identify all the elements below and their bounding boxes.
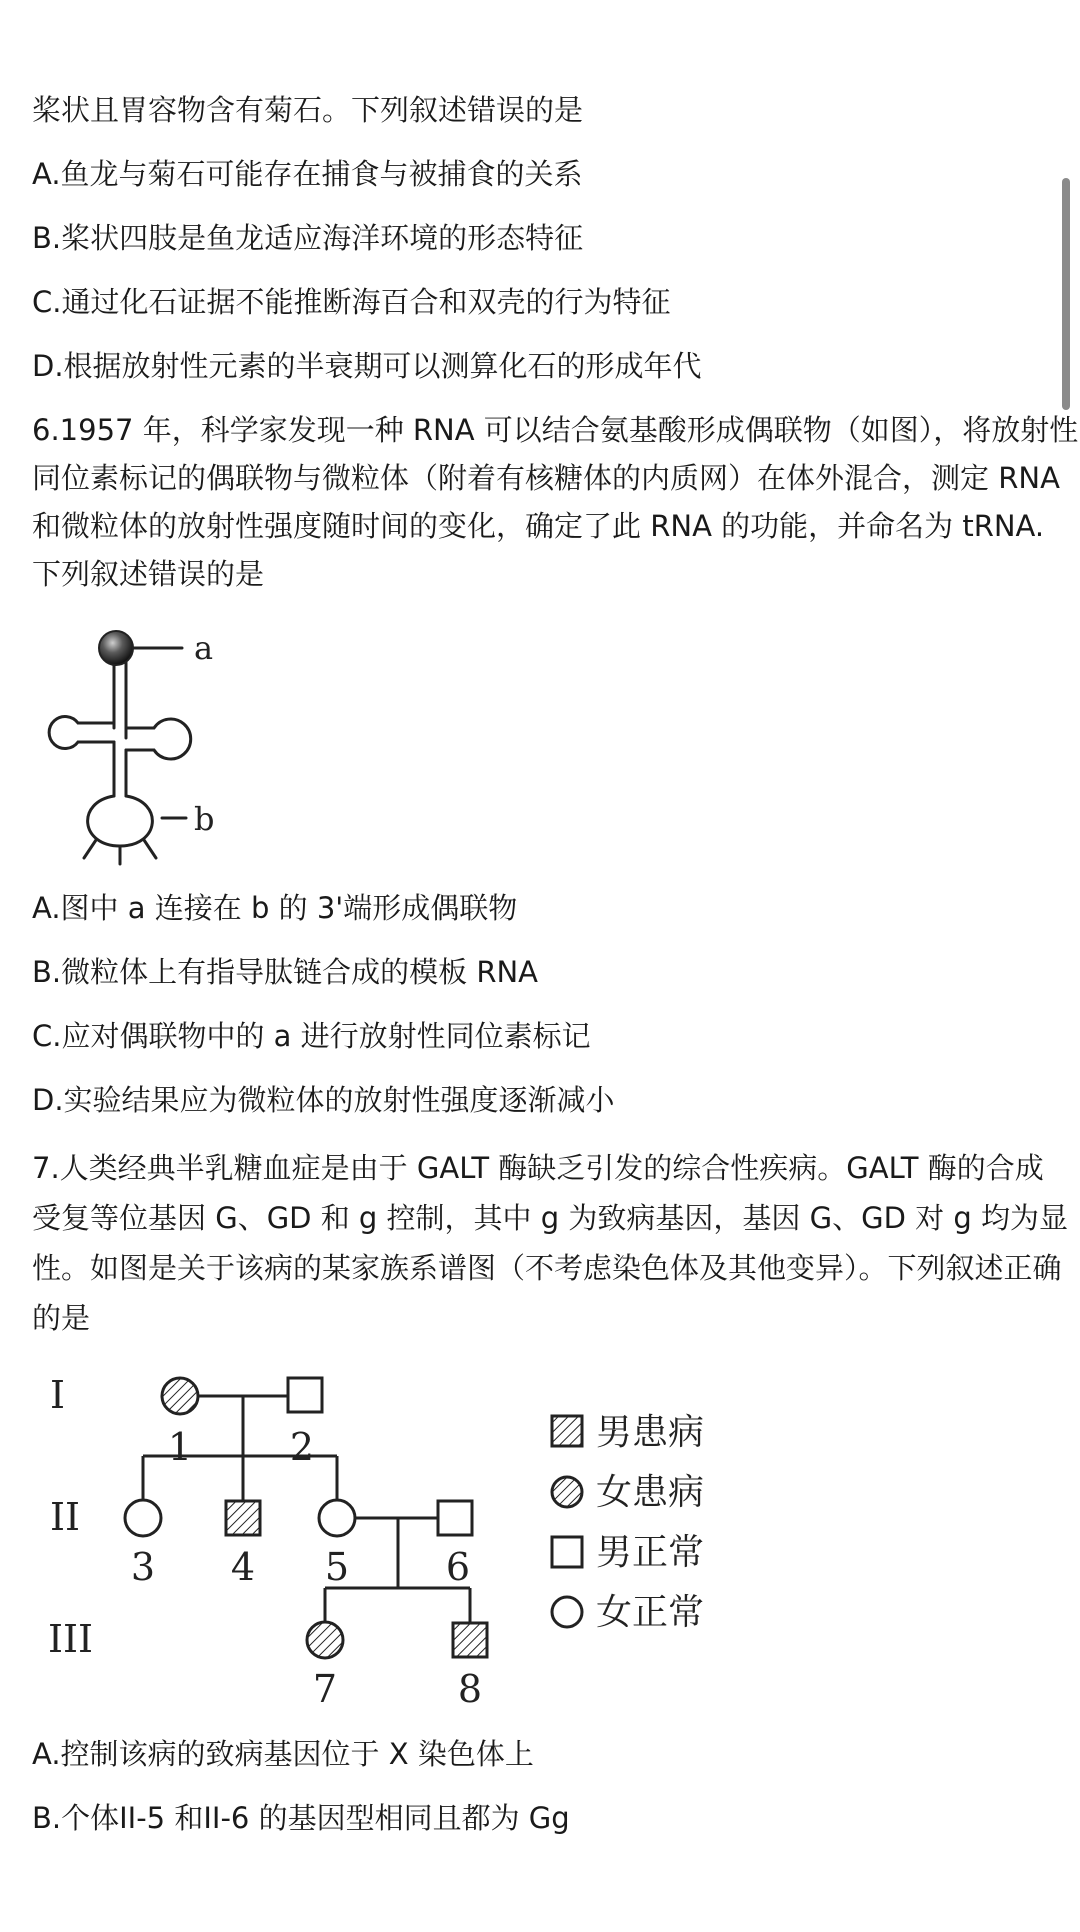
- legend-male-affected-label: 男患病: [596, 1412, 705, 1453]
- q7-stem-line-3: 性。如图是关于该病的某家族系谱图（不考虑染色体及其他变异）。下列叙述正确: [32, 1251, 1062, 1285]
- legend-male-affected-symbol: [552, 1416, 582, 1446]
- pedigree-individual-4: [226, 1501, 260, 1535]
- pedigree-individual-8: [453, 1623, 487, 1657]
- pedigree-figure: [40, 1360, 740, 1720]
- legend-male-normal-label: 男正常: [596, 1532, 705, 1573]
- pedigree-number-2: 2: [289, 1425, 315, 1469]
- q5-option-b: B.桨状四肢是鱼龙适应海洋环境的形态特征: [32, 221, 584, 255]
- q6-stem-line-1: 6.1957 年，科学家发现一种 RNA 可以结合氨基酸形成偶联物（如图），将放射性: [32, 413, 1079, 447]
- q7-stem-line-2: 受复等位基因 G、GD 和 g 控制，其中 g 为致病基因，基因 G、GD 对 g 均为显: [32, 1201, 1068, 1235]
- pedigree-number-7: 7: [312, 1667, 338, 1711]
- q7-option-b: B.个体II-5 和II-6 的基因型相同且都为 Gg: [32, 1801, 570, 1835]
- pedigree-individual-5: [319, 1500, 355, 1536]
- pedigree-individual-7: [307, 1622, 343, 1658]
- generation-label-2: II: [50, 1495, 81, 1539]
- q6-option-a: A.图中 a 连接在 b 的 3'端形成偶联物: [32, 891, 518, 925]
- trna-label-b: b: [194, 800, 215, 838]
- q6-option-b: B.微粒体上有指导肽链合成的模板 RNA: [32, 955, 539, 989]
- pedigree-individual-2: [288, 1378, 322, 1412]
- legend-female-affected-symbol: [552, 1477, 582, 1507]
- q6-stem-line-2: 同位素标记的偶联物与微粒体（附着有核糖体的内质网）在体外混合，测定 RNA: [32, 461, 1060, 495]
- q5-option-a: A.鱼龙与菊石可能存在捕食与被捕食的关系: [32, 157, 583, 191]
- trna-figure: [36, 618, 246, 868]
- legend-female-affected-label: 女患病: [596, 1472, 705, 1513]
- generation-label-1: I: [50, 1373, 66, 1417]
- pedigree-individual-6: [438, 1501, 472, 1535]
- legend-male-normal-symbol: [552, 1537, 582, 1567]
- pedigree-number-4: 4: [230, 1545, 256, 1589]
- pedigree-individual-1: [162, 1378, 198, 1414]
- pedigree-number-3: 3: [130, 1545, 156, 1589]
- pedigree-individual-3: [125, 1500, 161, 1536]
- q5-stem-tail: 桨状且胃容物含有菊石。下列叙述错误的是: [32, 93, 584, 127]
- vertical-scrollbar[interactable]: [1062, 178, 1070, 410]
- q5-option-c: C.通过化石证据不能推断海百合和双壳的行为特征: [32, 285, 671, 319]
- q6-stem-line-3: 和微粒体的放射性强度随时间的变化，确定了此 RNA 的功能，并命名为 tRNA.: [32, 509, 1045, 543]
- pedigree-number-6: 6: [445, 1545, 471, 1589]
- legend-female-normal-label: 女正常: [596, 1592, 705, 1633]
- q7-stem-line-4: 的是: [32, 1301, 91, 1335]
- legend-female-normal-symbol: [552, 1597, 582, 1627]
- q6-option-d: D.实验结果应为微粒体的放射性强度逐渐减小: [32, 1083, 615, 1117]
- pedigree-number-1: 1: [167, 1425, 193, 1469]
- pedigree-number-8: 8: [457, 1667, 483, 1711]
- q7-option-a: A.控制该病的致病基因位于 X 染色体上: [32, 1737, 534, 1771]
- q6-option-c: C.应对偶联物中的 a 进行放射性同位素标记: [32, 1019, 591, 1053]
- trna-label-a: a: [194, 629, 214, 667]
- q7-stem-line-1: 7.人类经典半乳糖血症是由于 GALT 酶缺乏引发的综合性疾病。GALT 酶的合成: [32, 1151, 1044, 1185]
- q6-stem-line-4: 下列叙述错误的是: [32, 557, 265, 591]
- q5-option-d: D.根据放射性元素的半衰期可以测算化石的形成年代: [32, 349, 702, 383]
- generation-label-3: III: [48, 1617, 94, 1661]
- pedigree-number-5: 5: [324, 1545, 350, 1589]
